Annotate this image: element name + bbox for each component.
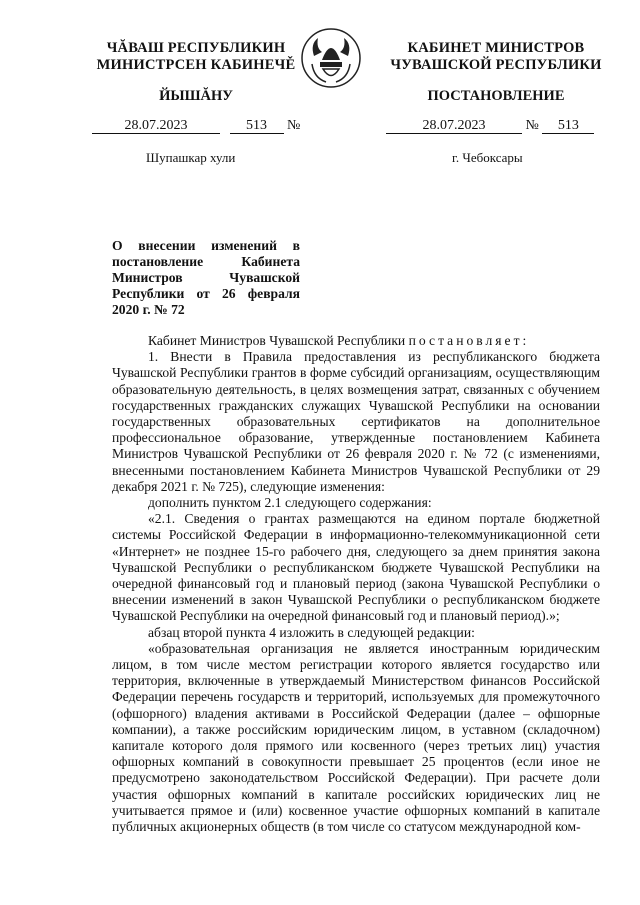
header-left-line2: МИНИСТРСЕН КАБИНЕЧĚ bbox=[96, 57, 296, 73]
preamble-decree: постановляет: bbox=[408, 333, 530, 348]
header-left-title: ЙЫШĂНУ bbox=[159, 88, 233, 104]
date-left: 28.07.2023 bbox=[92, 118, 220, 134]
paragraph-5: «образовательная организация не является иностранным юридическим лицом, в том числе местом регистрации которого является государство или территория, включенные в утверждаемый Министерством финансов Российской Федерации перечень государств и территорий, используемых для промежуточного (офшорного) владения активами в Российской Федерации (далее – офшорные компании), а также российским юридическим лицом, в уставном (складочном) капитале которого доля прямого или косвенного (через третьих лиц) участия офшорных компаний в совокупности превышает 25 процентов (если иное не предусмотрено законодательством Российской Федерации). При расчете доли участия офшорных компаний в капитале российских юридических лиц не учитывается прямое и (или) косвенное участие офшорных компаний в капитале публичных акционерных обществ (в том числе со статусом международной ком- bbox=[112, 640, 600, 835]
number-line-left bbox=[92, 118, 300, 134]
date-right: 28.07.2023 bbox=[386, 118, 522, 134]
paragraph-4: абзац второй пункта 4 изложить в следующей редакции: bbox=[148, 624, 475, 640]
number-line-right bbox=[386, 118, 594, 134]
header-right-line1: КАБИНЕТ МИНИСТРОВ bbox=[407, 40, 585, 56]
header-right-title: ПОСТАНОВЛЕНИЕ bbox=[427, 88, 565, 104]
coat-of-arms-icon bbox=[300, 26, 362, 90]
city-right: г. Чебоксары bbox=[452, 150, 523, 165]
preamble-text: Кабинет Министров Чувашской Республики bbox=[148, 333, 406, 348]
number-sign-right: № bbox=[525, 118, 539, 133]
number-sign-left: № bbox=[287, 118, 301, 133]
paragraph-1: 1. Внести в Правила предоставления из республиканского бюджета Чувашской Республики грантов в форме субсидий организациям, осуществляющим образовательную деятельность, в целях возмещения затрат, связанных с обучением государственных гражданских служащих Чувашской Республики на основании государственных образовательных сертификатов на дополнительное профессиональное образование, утвержденные постановлением Кабинета Министров Чувашской Республики от 26 февраля 2020 г. № 72 (с изменениями, внесенными постановлением Кабинета Министров Чувашской Республики от 29 декабря 2021 г. № 725), следующие изменения: bbox=[112, 349, 600, 494]
paragraph-2: дополнить пунктом 2.1 следующего содержания: bbox=[148, 495, 432, 511]
number-right: 513 bbox=[542, 118, 594, 134]
document-body bbox=[112, 333, 600, 835]
header-right-line2: ЧУВАШСКОЙ РЕСПУБЛИКИ bbox=[390, 57, 602, 73]
paragraph-3: «2.1. Сведения о грантах размещаются на едином портале бюджетной системы Российской Федерации в информационно-телекоммуникационной сети «Интернет» не позднее 15-го рабочего дня, следующего за днем принятия закона Чувашской Республики о республиканском бюджете Чувашской Республики на очередной финансовый год и плановый период (закона Чувашской Республики о внесении изменений в закон Чувашской Республики о республиканском бюджете Чувашской Республики на очередной финансовый год и плановый период).»; bbox=[112, 511, 600, 624]
header-left-line1: ЧĂВАШ РЕСПУБЛИКИН bbox=[106, 40, 286, 56]
preamble bbox=[112, 333, 600, 349]
document-subject: О внесении изменений в постановление Кабинета Министров Чувашской Республики от 26 февраля 2020 г. № 72 bbox=[112, 238, 300, 317]
header-right bbox=[390, 40, 602, 74]
header-left bbox=[88, 40, 304, 74]
city-left: Шупашкар хули bbox=[146, 150, 236, 165]
number-left: 513 bbox=[230, 118, 284, 134]
